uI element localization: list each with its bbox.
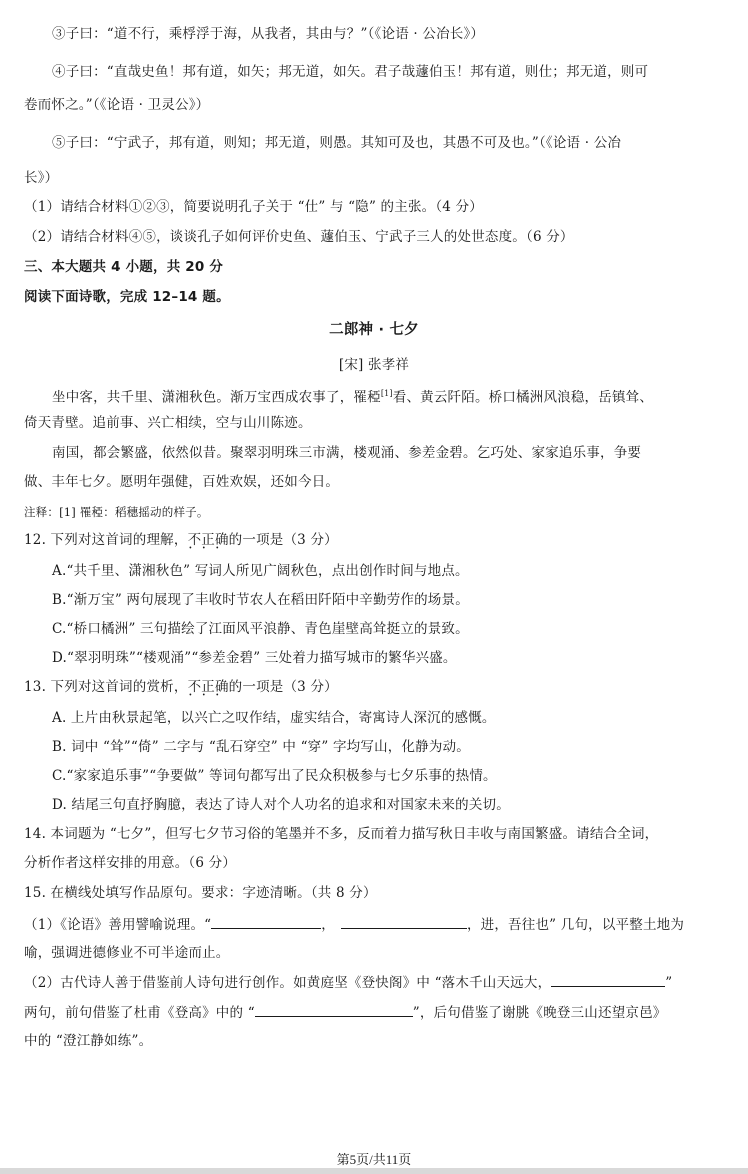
answer-blank-1[interactable] xyxy=(211,914,321,929)
answer-blank-4[interactable] xyxy=(255,1002,413,1017)
answer-blank-2[interactable] xyxy=(341,914,467,929)
q15-part2-mid: 两句，前句借鉴了杜甫《登高》中的 “ xyxy=(24,1005,255,1021)
q15-part2-line3: 中的 “澄江静如练”。 xyxy=(24,1033,153,1049)
poem-note-marker: [1] xyxy=(380,389,393,398)
q15-part2-line2 xyxy=(24,1002,667,1023)
q12-option-b: B.“渐万宝” 两句展现了丰收时节农人在稻田阡陌中辛勤劳作的场景。 xyxy=(52,592,469,608)
q11-part1: （1）请结合材料①②③，简要说明孔子关于 “仕” 与 “隐” 的主张。（4 分） xyxy=(24,199,483,215)
q13-option-a: A. 上片由秋景起笔，以兴亡之叹作结，虚实结合，寄寓诗人深沉的感慨。 xyxy=(52,710,496,726)
q12-stem xyxy=(24,530,338,550)
q15-part1-lead: （1）《论语》善用譬喻说理。“ xyxy=(24,917,212,933)
page-bottom-divider xyxy=(0,1168,748,1174)
poem-annotation: 注释：[1] 罹稏：稻穗摇动的样子。 xyxy=(24,505,209,519)
q12-option-d: D.“翠羽明珠”“楼观涌”“参差金碧” 三处着力描写城市的繁华兴盛。 xyxy=(52,650,457,666)
q13-option-b: B. 词中 “耸”“倚” 二字与 “乱石穿空” 中 “穿” 字均写山，化静为动。 xyxy=(52,739,470,755)
q11-part2: （2）请结合材料④⑤，谈谈孔子如何评价史鱼、蘧伯玉、宁武子三人的处世态度。（6 分） xyxy=(24,229,574,245)
q15-part1-line2: 喻，强调进德修业不可半途而止。 xyxy=(24,945,230,961)
q14-line-1: 14. 本词题为 “七夕”，但写七夕节习俗的笔墨并不多，反而着力描写秋日丰收与南国繁盛。请结合全词， xyxy=(24,826,659,842)
q13-option-c: C.“家家追乐事”“争要做” 等词句都写出了民众积极参与七夕乐事的热情。 xyxy=(52,768,497,784)
q15-stem: 15. 在横线处填写作品原句。要求：字迹清晰。（共 8 分） xyxy=(24,885,377,901)
poem-line-2: 倚天青壁。追前事、兴亡相续，空与山川陈迹。 xyxy=(24,415,312,431)
q15-part1-separator: ， xyxy=(321,917,335,933)
poem-author: [宋] 张孝祥 xyxy=(338,357,410,373)
page-number: 第5页/共11页 xyxy=(336,1152,412,1167)
poem-line-1-part-a: 坐中客，共千里、潇湘秋色。渐万宝西成农事了，罹稏 xyxy=(52,389,381,406)
q12-option-c: C.“桥口橘洲” 三句描绘了江面风平浪静、青色崖壁高耸挺立的景致。 xyxy=(52,621,469,637)
material-5-line2: 长》） xyxy=(24,170,59,186)
q15-part2-lead: （2）古代诗人善于借鉴前人诗句进行创作。如黄庭坚《登快阁》中 “落木千山天远大， xyxy=(24,975,552,991)
q15-part2-close-quote: ” xyxy=(665,975,673,991)
q15-part1-line1 xyxy=(24,914,684,935)
poem-line-1-part-b: 看、黄云阡陌。桥口橘洲风浪稳，岳镇耸、 xyxy=(392,389,654,406)
material-4-line2: 卷而怀之。”（《论语 · 卫灵公》） xyxy=(24,97,210,113)
section-3-instruction: 阅读下面诗歌，完成 12–14 题。 xyxy=(24,289,230,305)
answer-blank-3[interactable] xyxy=(551,972,665,987)
q13-option-d: D. 结尾三句直抒胸臆，表达了诗人对个人功名的追求和对国家未来的关切。 xyxy=(52,797,510,813)
material-5-line1: ⑤子曰：“宁武子，邦有道，则知；邦无道，则愚。其知可及也，其愚不可及也。”（《论语 · 公冶 xyxy=(52,135,622,151)
poem-line-1 xyxy=(52,384,653,408)
q12-stem-part-a: 12. 下列对这首词的理解， xyxy=(24,532,188,548)
q13-stem-part-a: 13. 下列对这首词的赏析， xyxy=(24,679,188,695)
poem-title: 二郎神 · 七夕 xyxy=(329,322,419,338)
q15-part1-tail: ，进，吾往也” 几句，以平整土地为 xyxy=(466,917,685,933)
poem-line-3: 南国，都会繁盛，依然似昔。聚翠羽明珠三市满，楼观涌、参差金碧。乞巧处、家家追乐事，争要 xyxy=(52,445,642,461)
q12-stem-part-b: 的一项是（3 分） xyxy=(228,532,338,548)
section-3-heading: 三、本大题共 4 小题，共 20 分 xyxy=(24,259,224,275)
q12-option-a: A.“共千里、潇湘秋色” 写词人所见广阔秋色，点出创作时间与地点。 xyxy=(52,563,469,579)
q12-emphasis: 不正确 • • • xyxy=(188,530,229,550)
poem-line-4: 做、丰年七夕。愿明年强健，百姓欢娱，还如今日。 xyxy=(24,474,340,490)
q13-stem-part-b: 的一项是（3 分） xyxy=(228,679,338,695)
q13-stem xyxy=(24,677,338,697)
material-4-line1: ④子曰：“直哉史鱼！邦有道，如矢；邦无道，如矢。君子哉蘧伯玉！邦有道，则仕；邦无道，则可 xyxy=(52,64,649,80)
q15-part2-line1 xyxy=(24,972,672,993)
material-3: ③子曰：“道不行，乘桴浮于海，从我者，其由与？”（《论语 · 公冶长》） xyxy=(52,26,485,42)
q13-emphasis: 不正确 • • • xyxy=(188,677,229,697)
q15-part2-tail: ”，后句借鉴了谢朓《晚登三山还望京邑》 xyxy=(412,1005,667,1021)
q14-line-2: 分析作者这样安排的用意。（6 分） xyxy=(24,855,237,871)
